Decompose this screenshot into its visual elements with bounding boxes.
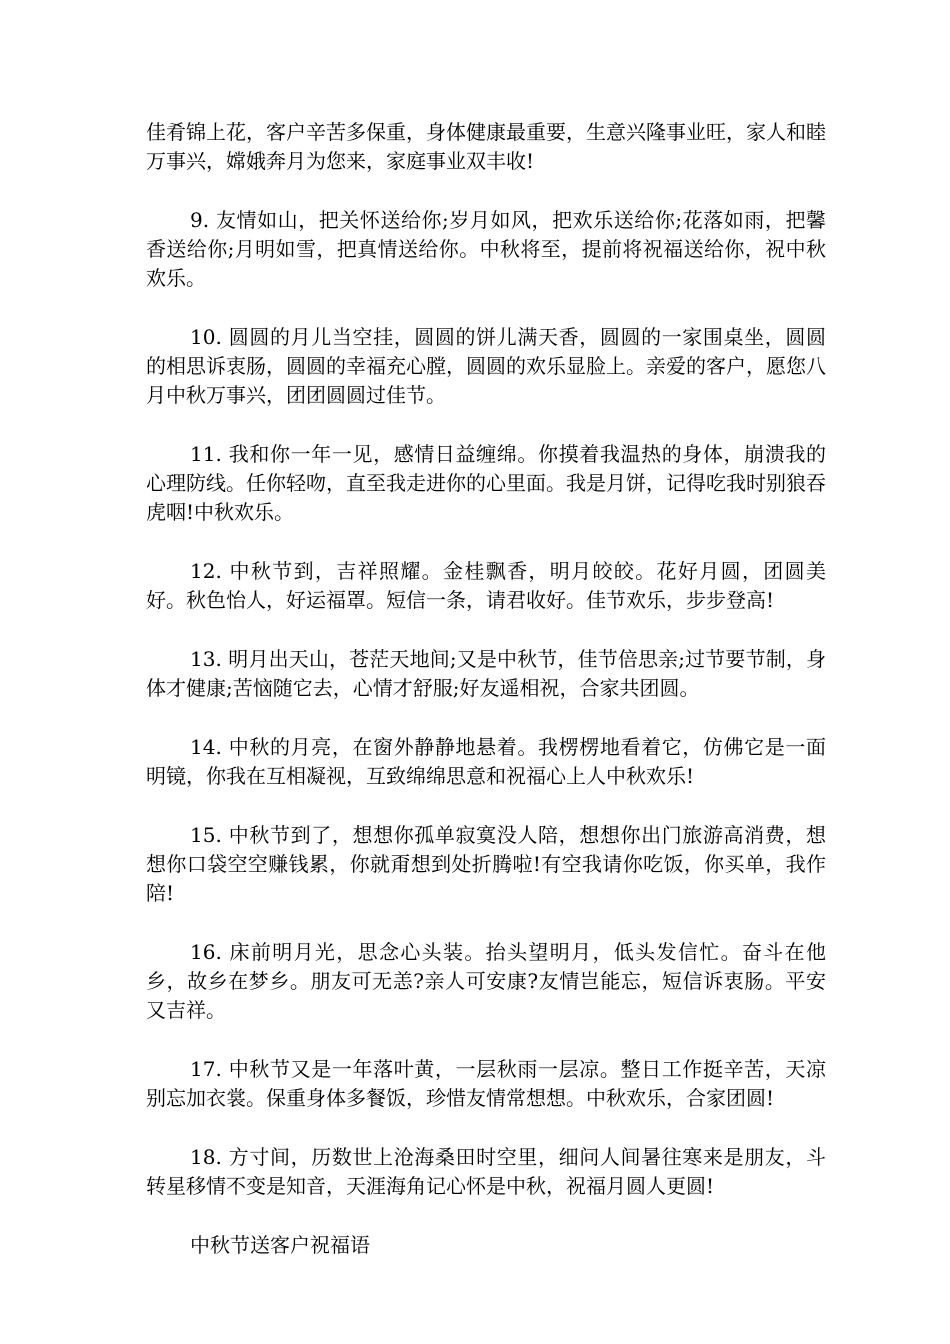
paragraph-item-13: 13. 明月出天山，苍茫天地间;又是中秋节，佳节倍思亲;过节要节制，身体才健康;苦恼随它去，心情才舒服;好友遥相祝，合家共团圆。 — [146, 647, 826, 700]
paragraph-item-9: 9. 友情如山，把关怀送给你;岁月如风，把欢乐送给你;花落如雨，把馨香送给你;月明如雪，把真情送给你。中秋将至，提前将祝福送给你，祝中秋欢乐。 — [146, 208, 826, 290]
paragraph-item-11: 11. 我和你一年一见，感情日益缠绵。你摸着我温热的身体，崩溃我的心理防线。任你轻吻，直至我走进你的心里面。我是月饼，记得吃我时别狼吞虎咽!中秋欢乐。 — [146, 442, 826, 524]
paragraph-item-17: 17. 中秋节又是一年落叶黄，一层秋雨一层凉。整日工作挺辛苦，天凉别忘加衣裳。保重身体多餐饭，珍惜友情常想想。中秋欢乐，合家团圆! — [146, 1057, 826, 1110]
paragraph-item-18: 18. 方寸间，历数世上沧海桑田时空里，细问人间暑往寒来是朋友，斗转星移情不变是知音，天涯海角记心怀是中秋，祝福月圆人更圆! — [146, 1145, 826, 1198]
paragraph-continued: 佳肴锦上花，客户辛苦多保重，身体健康最重要，生意兴隆事业旺，家人和睦万事兴，嫦娥奔月为您来，家庭事业双丰收! — [146, 120, 826, 173]
paragraph-item-16: 16. 床前明月光，思念心头装。抬头望明月，低头发信忙。奋斗在他乡，故乡在梦乡。朋友可无恙?亲人可安康?友情岂能忘，短信诉衷肠。平安又吉祥。 — [146, 940, 826, 1022]
paragraph-item-15: 15. 中秋节到了，想想你孤单寂寞没人陪，想想你出门旅游高消费，想想你口袋空空赚钱累，你就甭想到处折腾啦!有空我请你吃饭，你买单，我作陪! — [146, 823, 826, 905]
paragraph-item-14: 14. 中秋的月亮，在窗外静静地悬着。我楞楞地看着它，仿佛它是一面明镜，你我在互相凝视，互致绵绵思意和祝福心上人中秋欢乐! — [146, 735, 826, 788]
paragraph-item-10: 10. 圆圆的月儿当空挂，圆圆的饼儿满天香，圆圆的一家围桌坐，圆圆的相思诉衷肠，圆圆的幸福充心膛，圆圆的欢乐显脸上。亲爱的客户，愿您八月中秋万事兴，团团圆圆过佳节。 — [146, 325, 826, 407]
section-heading: 中秋节送客户祝福语 — [190, 1233, 370, 1257]
document-body — [146, 118, 826, 1290]
paragraph-item-12: 12. 中秋节到，吉祥照耀。金桂飘香，明月皎皎。花好月圆，团圆美好。秋色怡人，好运福罩。短信一条，请君收好。佳节欢乐，步步登高! — [146, 559, 826, 612]
